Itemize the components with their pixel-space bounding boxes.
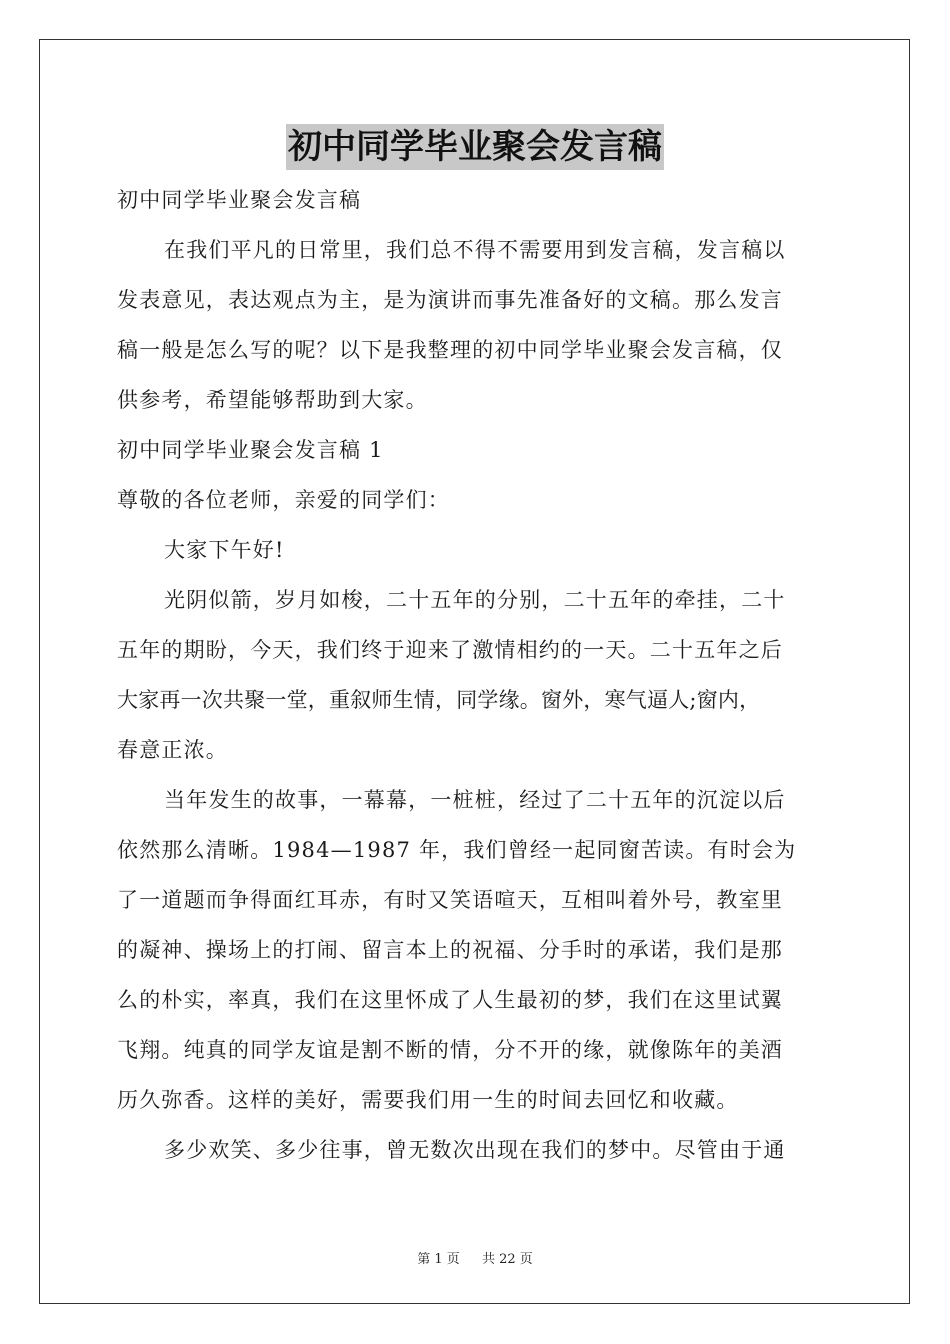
text-line: 依然那么清晰。1984—1987 年，我们曾经一起同窗苦读。有时会为: [117, 838, 797, 862]
document-body: [117, 175, 839, 1175]
text-line: 的凝神、操场上的打闹、留言本上的祝福、分手时的承诺，我们是那: [117, 938, 783, 962]
page-footer: [0, 1248, 950, 1267]
text-line: 春意正浓。: [117, 738, 228, 762]
text-line: 多少欢笑、多少往事，曾无数次出现在我们的梦中。尽管由于通: [164, 1138, 786, 1162]
title-wrapper: [0, 124, 950, 170]
text-line: 发表意见，表达观点为主，是为演讲而事先准备好的文稿。那么发言: [117, 288, 783, 312]
text-line: 么的朴实，率真，我们在这里怀成了人生最初的梦，我们在这里试翼: [117, 988, 783, 1012]
text-line: 大家下午好!: [164, 538, 285, 562]
text-line: 了一道题而争得面红耳赤，有时又笑语喧天，互相叫着外号，教室里: [117, 888, 783, 912]
page-number-total: 共 22 页: [481, 1252, 533, 1267]
text-line: 初中同学毕业聚会发言稿 1: [117, 438, 384, 462]
text-line: 光阴似箭，岁月如梭，二十五年的分别，二十五年的牵挂，二十: [164, 588, 786, 612]
text-line: 尊敬的各位老师，亲爱的同学们：: [117, 488, 450, 512]
text-line: 在我们平凡的日常里，我们总不得不需要用到发言稿，发言稿以: [164, 238, 786, 262]
text-line: 当年发生的故事，一幕幕，一桩桩，经过了二十五年的沉淀以后: [164, 788, 786, 812]
document-title: 初中同学毕业聚会发言稿: [286, 124, 664, 170]
text-line: 五年的期盼，今天，我们终于迎来了激情相约的一天。二十五年之后: [117, 638, 783, 662]
text-line: 稿一般是怎么写的呢？以下是我整理的初中同学毕业聚会发言稿，仅: [117, 338, 783, 362]
text-line: 初中同学毕业聚会发言稿: [117, 188, 362, 212]
text-line: 飞翔。纯真的同学友谊是割不断的情，分不开的缘，就像陈年的美酒: [117, 1038, 783, 1062]
text-line: 供参考，希望能够帮助到大家。: [117, 388, 428, 412]
text-line: 大家再一次共聚一堂，重叙师生情，同学缘。窗外，寒气逼人;窗内，: [117, 688, 761, 712]
text-line: 历久弥香。这样的美好，需要我们用一生的时间去回忆和收藏。: [117, 1088, 739, 1112]
page-number-current: 第 1 页: [417, 1252, 460, 1267]
